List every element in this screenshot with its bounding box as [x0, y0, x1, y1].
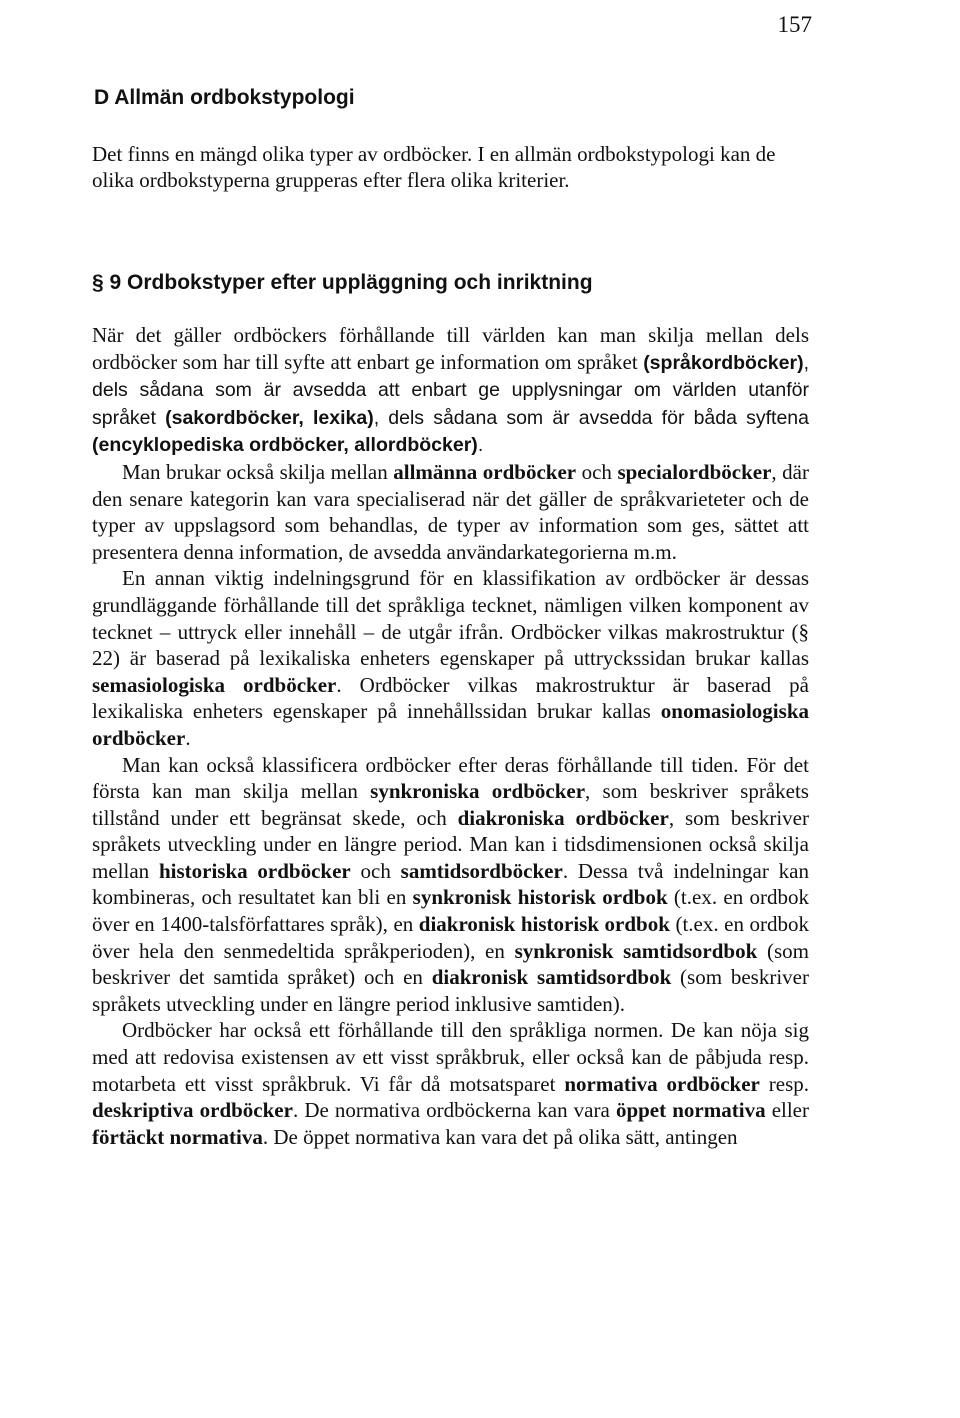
section-heading: D Allmän ordbokstypologi [94, 86, 355, 109]
paragraph-1: När det gäller ordböckers förhållande till världen kan man skilja mellan dels ordböcker som har till syfte att enbart ge information om språket (språkordböcker), dels sådana som är avsedda att enbart ge upplysningar om världen utanför språket (sakordböcker, lexika), dels sådana som är avsedda för båda syftena (encyklopediska ordböcker, allordböcker). [92, 323, 809, 457]
page-number: 157 [777, 12, 812, 37]
term: synkronisk samtidsordbok [514, 938, 758, 963]
term: diakroniska ordböcker [457, 805, 669, 830]
term: onomasiologiska ordböcker [92, 699, 809, 750]
term: historiska ordböcker [158, 858, 351, 883]
paragraph-4: Man kan också klassificera ordböcker efter deras förhållande till tiden. För det första kan man skilja mellan synkroniska ordböcker, som beskriver språkets tillstånd under ett begränsat skede, och diakroniska ordböcker, som beskriver språkets utveckling under en längre period. Man kan i tidsdimensionen också skilja mellan historiska ordböcker och samtidsordböcker. Dessa två indelningar kan kombineras, och resultatet kan bli en synkronisk historisk ordbok (t.ex. en ordbok över en 1400-talsförfattares språk), en diakronisk historisk ordbok (t.ex. en ordbok över hela den senmedeltida språkperioden), en synkronisk samtidsordbok (som beskriver det samtida språket) och en diakronisk samtidsordbok (som beskriver språkets utveckling under en längre period inklusive samtiden). [92, 752, 809, 1016]
term: diakronisk samtidsordbok [431, 965, 672, 990]
term: specialordböcker [617, 459, 772, 484]
term: synkronisk historisk ordbok [412, 885, 668, 910]
term: synkroniska ordböcker [370, 779, 586, 804]
body-text [92, 322, 809, 1150]
term: öppet normativa [615, 1098, 766, 1123]
section-intro: Det finns en mängd olika typer av ordböcker. I en allmän ordbokstypologi kan de olika ordbokstyperna grupperas efter flera olika kriterier. [92, 142, 776, 192]
subsection-heading: § 9 Ordbokstyper efter uppläggning och inriktning [92, 271, 593, 294]
term: förtäckt normativa [92, 1124, 263, 1149]
term: semasiologiska ordböcker [92, 672, 337, 697]
term: (encyklopediska ordböcker, allordböcker) [92, 434, 478, 457]
paragraph-3: En annan viktig indelningsgrund för en klassifikation av ordböcker är dessas grundläggande förhållande till det språkliga tecknet, nämligen vilken komponent av tecknet – uttryck eller innehåll – de utgår ifrån. Ordböcker vilkas makrostruktur (§ 22) är baserad på lexikaliska enheters egenskaper på uttryckssidan brukar kallas semasiologiska ordböcker. Ordböcker vilkas makrostruktur är baserad på lexikaliska enheters egenskaper på innehållssidan brukar kallas onomasiologiska ordböcker. [92, 566, 809, 750]
term: allmänna ordböcker [393, 459, 577, 484]
term: diakronisk historisk ordbok [418, 912, 670, 937]
paragraph-5: Ordböcker har också ett förhållande till den språkliga normen. De kan nöja sig med att redovisa existensen av ett visst språkbruk, eller också kan de påbjuda resp. motarbeta ett visst språkbruk. Vi får då motsatsparet normativa ordböcker resp. deskriptiva ordböcker. De normativa ordböckerna kan vara öppet normativa eller förtäckt normativa. De öppet normativa kan vara det på olika sätt, antingen [92, 1018, 809, 1149]
term: deskriptiva ordböcker [92, 1098, 293, 1123]
term: (sakordböcker, lexika) [165, 406, 374, 429]
paragraph-2: Man brukar också skilja mellan allmänna ordböcker och specialordböcker, där den senare kategorin kan vara specialiserad när det gäller de språkvarieteter och de typer av uppslagsord som behandlas, de typer av information som ges, sättet att presentera denna information, de avsedda användarkategorierna m.m. [92, 459, 809, 564]
term: samtidsordböcker [400, 858, 563, 883]
term: (språkordböcker) [643, 351, 804, 374]
term: normativa ordböcker [564, 1071, 760, 1096]
